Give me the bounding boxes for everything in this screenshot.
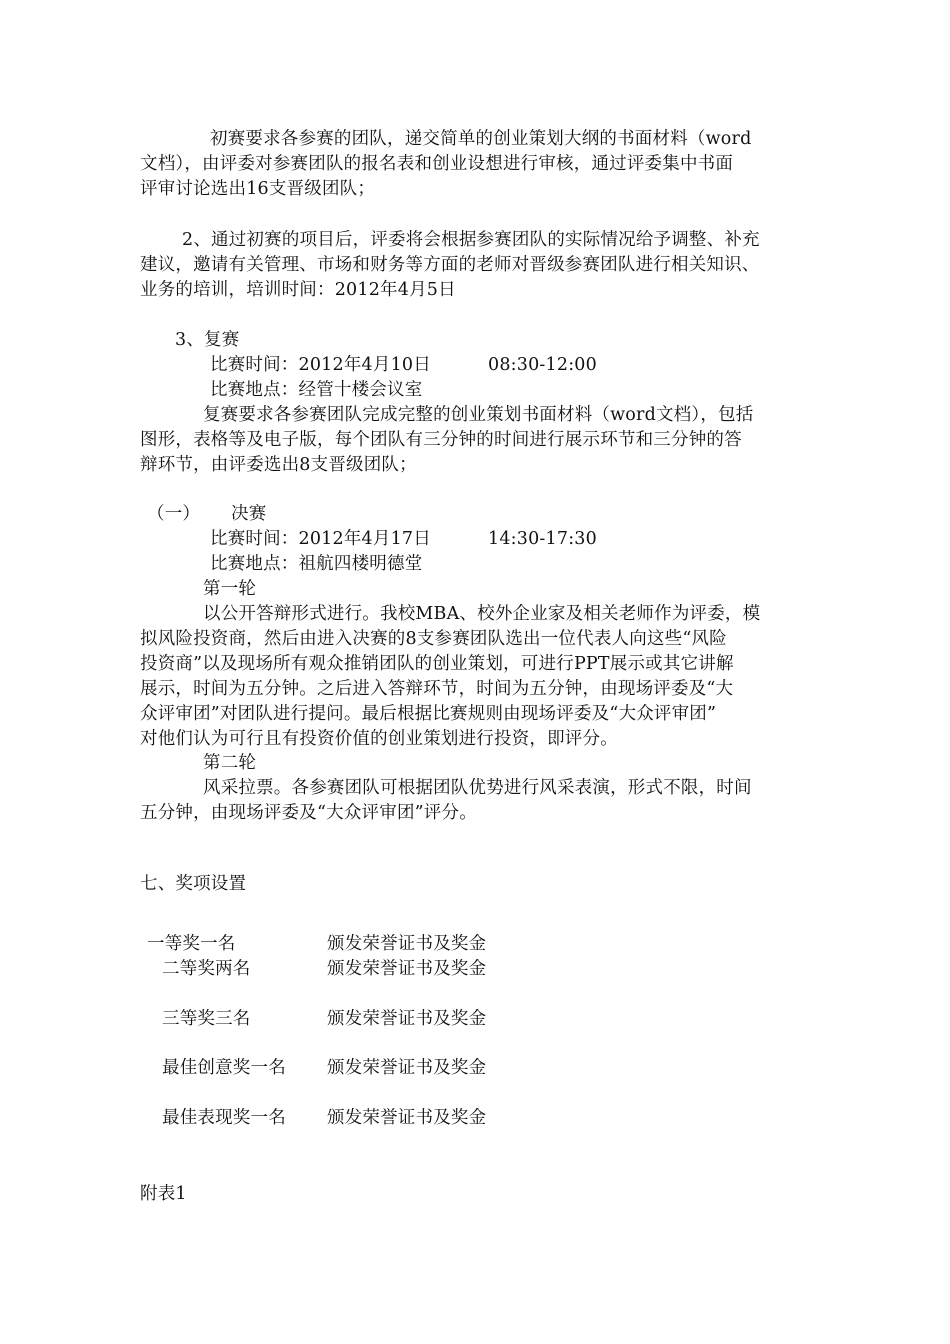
award-name: 一等奖一名 — [147, 934, 236, 954]
award-prize: 颁发荣誉证书及奖金 — [327, 1009, 487, 1029]
round1-line-6: 对他们认为可行且有投资价值的创业策划进行投资，即评分。 — [140, 729, 618, 749]
prelim-line-2: 文档），由评委对参赛团队的报名表和创业设想进行审核，通过评委集中书面 — [140, 154, 734, 174]
award-name: 二等奖两名 — [162, 959, 251, 979]
award-name: 最佳表现奖一名 — [162, 1108, 286, 1128]
round1-line-1: 以公开答辩形式进行。我校MBA、校外企业家及相关老师作为评委，模 — [203, 604, 761, 624]
awards-heading: 七、奖项设置 — [140, 874, 247, 894]
award-name: 三等奖三名 — [162, 1009, 251, 1029]
award-prize: 颁发荣誉证书及奖金 — [327, 1108, 487, 1128]
semifinal-line-3: 辩环节，由评委选出8支晋级团队； — [140, 455, 417, 475]
appendix-label: 附表1 — [140, 1184, 187, 1204]
semifinal-heading: 3、复赛 — [175, 330, 240, 350]
round1-line-5: 众评审团”对团队进行提问。最后根据比赛规则由现场评委及“大众评审团” — [140, 704, 717, 724]
award-prize: 颁发荣誉证书及奖金 — [327, 1058, 487, 1078]
semifinal-line-2: 图形，表格等及电子版，每个团队有三分钟的时间进行展示环节和三分钟的答 — [140, 430, 742, 450]
training-line-3: 业务的培训，培训时间：2012年4月5日 — [140, 280, 456, 300]
training-line-1: 2、通过初赛的项目后，评委将会根据参赛团队的实际情况给予调整、补充 — [182, 230, 760, 250]
round1-line-2: 拟风险投资商，然后由进入决赛的8支参赛团队选出一位代表人向这些“风险 — [140, 629, 727, 649]
round2-line-2: 五分钟，由现场评委及“大众评审团”评分。 — [140, 803, 477, 823]
round2-line-1: 风采拉票。各参赛团队可根据团队优势进行风采表演，形式不限，时间 — [203, 778, 752, 798]
award-name: 最佳创意奖一名 — [162, 1058, 286, 1078]
final-time-range: 14:30-17:30 — [488, 529, 597, 549]
prelim-line-3: 评审讨论选出16支晋级团队； — [140, 179, 376, 199]
final-heading: 决赛 — [231, 504, 267, 524]
training-line-2: 建议，邀请有关管理、市场和财务等方面的老师对晋级参赛团队进行相关知识、 — [140, 255, 760, 275]
round1-line-3: 投资商”以及现场所有观众推销团队的创业策划，可进行PPT展示或其它讲解 — [140, 654, 734, 674]
final-place: 比赛地点：祖航四楼明德堂 — [210, 554, 423, 574]
semifinal-line-1: 复赛要求各参赛团队完成完整的创业策划书面材料（word文档），包括 — [203, 405, 754, 425]
round2-title: 第二轮 — [203, 753, 257, 773]
semifinal-time-range: 08:30-12:00 — [488, 355, 597, 375]
prelim-line-1: 初赛要求各参赛的团队，递交简单的创业策划大纲的书面材料（word — [210, 129, 752, 149]
semifinal-place: 比赛地点：经管十楼会议室 — [210, 380, 423, 400]
round1-line-4: 展示，时间为五分钟。之后进入答辩环节，时间为五分钟，由现场评委及“大 — [140, 679, 734, 699]
semifinal-time: 比赛时间：2012年4月10日 — [210, 355, 431, 375]
final-number: （一） — [147, 504, 201, 524]
final-time: 比赛时间：2012年4月17日 — [210, 529, 431, 549]
award-prize: 颁发荣誉证书及奖金 — [327, 959, 487, 979]
award-prize: 颁发荣誉证书及奖金 — [327, 934, 487, 954]
round1-title: 第一轮 — [203, 579, 257, 599]
